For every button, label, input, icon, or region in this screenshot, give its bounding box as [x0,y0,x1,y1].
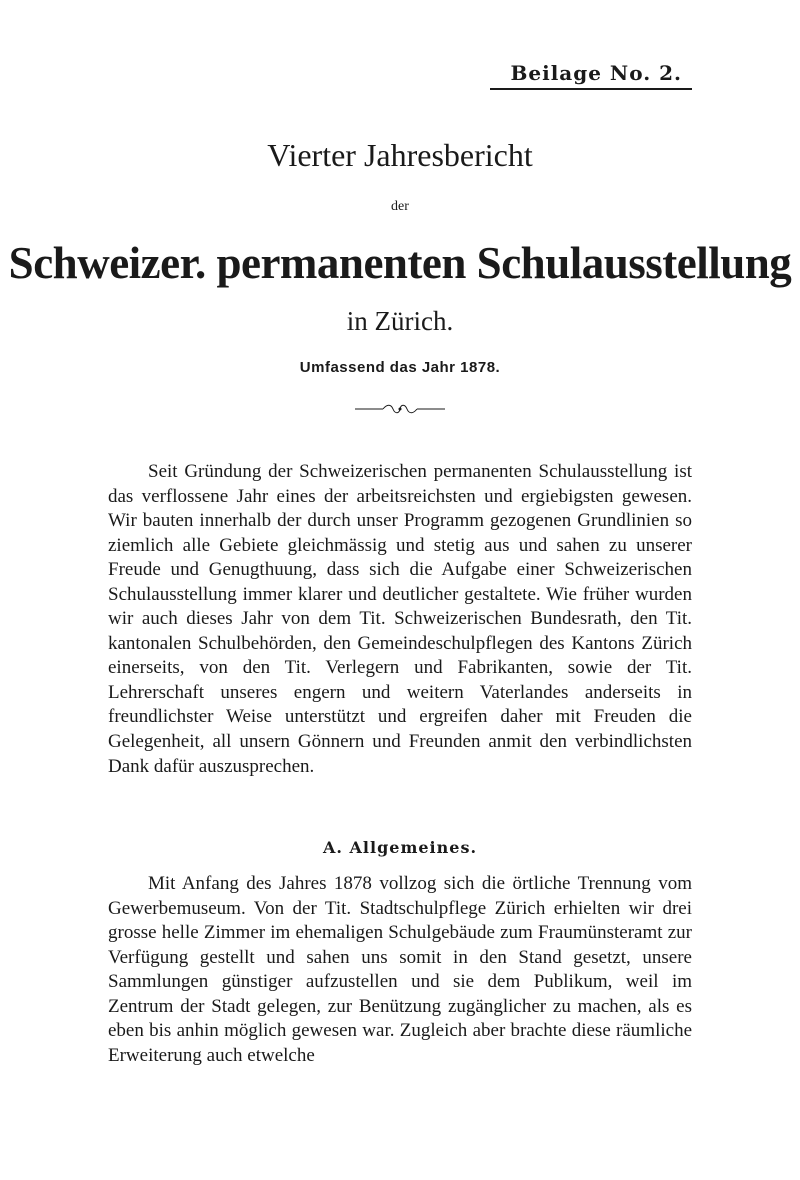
decorative-divider-icon [355,402,445,416]
appendix-label: Beilage No. 2. [490,58,692,90]
report-scope: Umfassend das Jahr 1878. [299,359,501,376]
intro-paragraph: Seit Gründung der Schweizerischen permanenten Schulausstellung ist das verflossene Jahr eines der arbeitsreichsten und ergiebigsten gewesen. Wir bauten innerhalb der durch unser Programm gezogenen Grundlinien so ziemlich alle Gebiete gleichmässig und stetig aus und sahen zu unserer Freude und Genugthuung, dass sich die Aufgabe einer Schweizerischen Schulausstellung immer klarer und deutlicher gestaltete. Wie früher wurden wir auch dieses Jahr von dem Tit. Schweizerischen Bundesrath, den Tit. kantonalen Schulbehörden, den Gemeindeschulpflegen des Kantons Zürich einerseits, von den Tit. Verlegern und Fabrikanten, sowie der Tit. Lehrerschaft unseres engern und weitern Vaterlandes anderseits in freundlichster Weise unterstützt und ergreifen daher mit Freuden die Gelegenheit, all unsern Gönnern und Freunden anmit den verbindlichsten Dank dafür auszusprechen. [108,461,692,777]
report-title: Vierter Jahresbericht [267,137,533,173]
institution-name: Schweizer. permanenten Schulausstellung [8,238,792,288]
section-paragraph: Mit Anfang des Jahres 1878 vollzog sich die örtliche Trennung vom Gewerbemuseum. Von der Tit. Stadtschulpflege Zürich erhielten wir drei grosse helle Zimmer im ehemaligen Schulgebäude zum Fraumünsteramt zur Verfügung gestellt und sahen uns somit in den Stand gesetzt, unsere Sammlungen günstiger aufzustellen und sie dem Publikum, weil im Zentrum der Stadt gelegen, zur Benützung zugänglicher zu machen, als es eben bis anhin möglich gewesen war. Zugleich aber brachte diese räumliche Erweiterung auch etwelche [108,873,692,1066]
section-heading: A. Allgemeines. [322,838,478,857]
title-connector: der [391,199,409,214]
location-line: in Zürich. [346,306,454,336]
